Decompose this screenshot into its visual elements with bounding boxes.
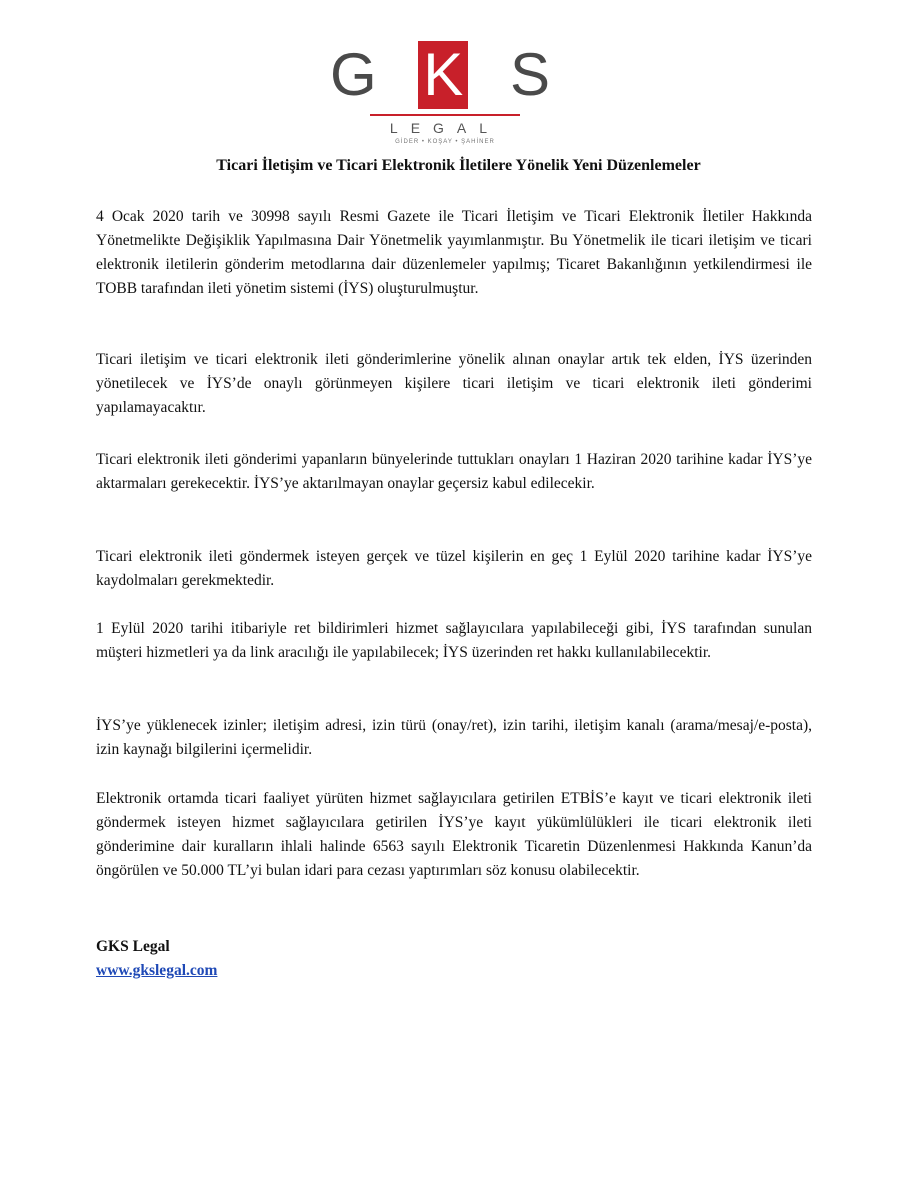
paragraph-5: 1 Eylül 2020 tarihi itibariyle ret bildirimleri hizmet sağlayıcılara yapılabileceği gibi, İYS tarafından sunulan müşteri hizmetleri ya da link aracılığı ile yapılabilecek; İYS üzerinden ret hakkı kullanılabilecektir. (96, 620, 812, 661)
website-link[interactable]: www.gkslegal.com (96, 962, 218, 979)
paragraph-4: Ticari elektronik ileti göndermek isteyen gerçek ve tüzel kişilerin en geç 1 Eylül 2020 tarihine kadar İYS’ye kaydolmaları gerekmektedir. (96, 548, 812, 589)
paragraph-1: 4 Ocak 2020 tarih ve 30998 sayılı Resmi Gazete ile Ticari İletişim ve Ticari Elektronik İletiler Hakkında Yönetmelikte Değişiklik Yapılmasına Dair Yönetmelik yayımlanmıştır. Bu Yönetmelik ile ticari iletişim ve ticari elektronik iletilerin gönderim metodlarına dair düzenlemeler yapılmış; Ticaret Bakanlığının yetkilendirmesi ile TOBB tarafından ileti yönetim sistemi (İYS) oluşturulmuştur. (96, 208, 812, 297)
paragraph-6: İYS’ye yüklenecek izinler; iletişim adresi, izin türü (onay/ret), izin tarihi, iletişim kanalı (arama/mesaj/e-posta), izin kaynağı bilgilerini içermelidir. (96, 717, 812, 758)
logo-letter-s: S (509, 41, 550, 108)
logo-divider (370, 114, 520, 116)
paragraph-2: Ticari iletişim ve ticari elektronik ileti gönderimlerine yönelik alınan onaylar artık tek elden, İYS üzerinden yönetilecek ve İYS’de onaylı görünmeyen kişilere ticari iletişim ve ticari elektronik ileti gönderimi yapılamayacaktır. (96, 351, 812, 416)
logo-subtitle: LEGAL (389, 120, 501, 136)
document-title: Ticari İletişim ve Ticari Elektronik İletilere Yönelik Yeni Düzenlemeler (216, 157, 701, 174)
logo-letter-g: G (330, 41, 377, 108)
paragraph-3: Ticari elektronik ileti gönderimi yapanların bünyelerinde tuttukları onayları 1 Haziran 2020 tarihine kadar İYS’ye aktarmaları gerekecektir. İYS’ye aktarılmayan onaylar geçersiz kabul edilecekir. (96, 451, 812, 492)
signature-name: GKS Legal (96, 938, 170, 955)
company-logo (330, 40, 550, 145)
logo-partner-names: GİDER • KOŞAY • ŞAHİNER (395, 139, 495, 145)
logo-letter-k: K (418, 41, 468, 109)
logo-letters (330, 40, 550, 110)
paragraph-7: Elektronik ortamda ticari faaliyet yürüten hizmet sağlayıcılara getirilen ETBİS’e kayıt ve ticari elektronik ileti göndermek isteyen hizmet sağlayıcılara getirilen İYS’ye kayıt yükümlülükleri ile ticari elektronik ileti gönderimine dair kuralların ihlali halinde 6563 sayılı Elektronik Ticaretin Düzenlenmesi Hakkında Kanun’da öngörülen ve 50.000 TL’yi bulan idari para cezası yaptırımları söz konusu olabilecektir. (96, 790, 812, 879)
